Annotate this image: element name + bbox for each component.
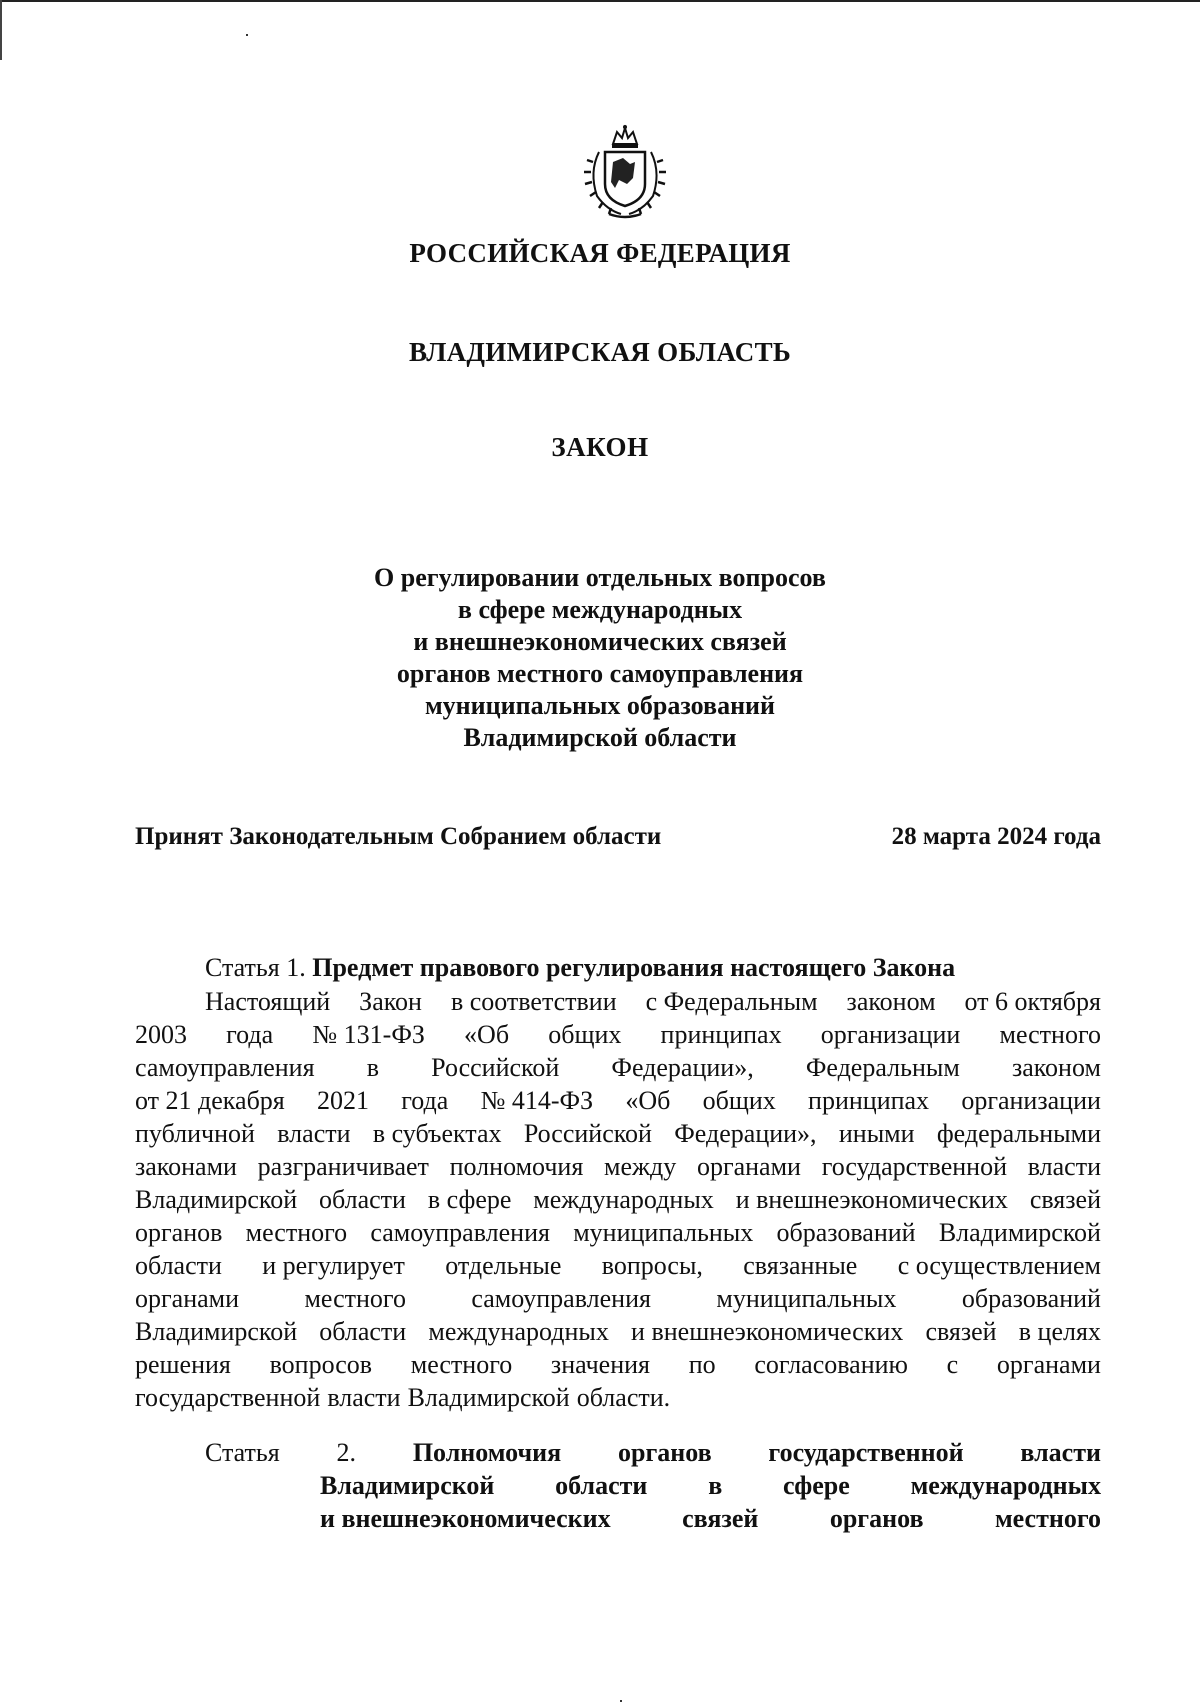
paragraph-word: Федерации», [674, 1119, 817, 1148]
paragraph-word: органами [996, 1350, 1101, 1379]
document-type-heading: ЗАКОН [551, 432, 649, 462]
paragraph-word: федеральными [936, 1119, 1101, 1148]
paragraph-word: Владимирской [938, 1218, 1101, 1247]
paragraph-word: и внешнеэкономических [735, 1185, 1008, 1214]
article-2-word: и внешнеэкономических [320, 1504, 611, 1533]
article-2-heading [205, 1436, 1101, 1535]
paragraph-word: международных [428, 1317, 609, 1346]
paragraph-word: связей [1029, 1185, 1101, 1214]
paragraph-word: «Об [625, 1086, 671, 1115]
article-2-heading-line [205, 1469, 1101, 1502]
paragraph-word: в целях [1018, 1317, 1101, 1346]
coat-of-arms-emblem [575, 122, 675, 222]
law-title-line: муниципальных образований [424, 691, 776, 720]
paragraph-word: государственной [821, 1152, 1007, 1181]
region-heading: ВЛАДИМИРСКАЯ ОБЛАСТЬ [408, 337, 792, 367]
paragraph-word: Федеральным [805, 1053, 960, 1082]
paragraph-line [135, 1150, 1101, 1183]
law-title-line: Владимирской области [463, 723, 737, 752]
paragraph-word: и внешнеэкономических [631, 1317, 904, 1346]
paragraph-word: с осуществлением [897, 1251, 1101, 1280]
paragraph-word: области. [576, 1383, 671, 1412]
law-title-line: в сфере международных [457, 595, 743, 624]
article-2-word: Полномочия [412, 1438, 562, 1467]
paragraph-word: самоуправления [471, 1284, 651, 1313]
paragraph-word: образований [961, 1284, 1101, 1313]
paragraph-word: № 131-ФЗ [312, 1020, 425, 1049]
scan-speck [246, 34, 248, 36]
paragraph-word: значения [550, 1350, 651, 1379]
paragraph-word: года [226, 1020, 274, 1049]
paragraph-word: законом [846, 987, 936, 1016]
article-2-word: власти [1020, 1438, 1101, 1467]
paragraph-word: связанные [743, 1251, 858, 1280]
paragraph-word: области [135, 1251, 222, 1280]
paragraph-word: Владимирской [407, 1383, 570, 1412]
paragraph-word: в сфере [427, 1185, 512, 1214]
adoption-date: 28 марта 2024 года [891, 823, 1101, 850]
paragraph-word: принципах [660, 1020, 782, 1049]
paragraph-word: законом [1011, 1053, 1101, 1082]
article-2-word: международных [910, 1471, 1101, 1500]
paragraph-word: международных [533, 1185, 714, 1214]
article-1-title: Предмет правового регулирования настоящего Закона [312, 953, 956, 982]
paragraph-word: 2003 [135, 1020, 187, 1049]
paragraph-word: самоуправления [370, 1218, 550, 1247]
paragraph-word: органами [135, 1284, 240, 1313]
paragraph-word: организации [961, 1086, 1101, 1115]
paragraph-word: власти [277, 1119, 351, 1148]
paragraph-word: в субъектах [372, 1119, 502, 1148]
paragraph-line [135, 1018, 1101, 1051]
paragraph-line [135, 1183, 1101, 1216]
article-1-label: Статья 1. [205, 953, 306, 982]
paragraph-word: «Об [464, 1020, 510, 1049]
paragraph-line [135, 1249, 1101, 1282]
scan-edge-left [0, 0, 2, 60]
paragraph-word: Российской [523, 1119, 652, 1148]
paragraph-word: 2021 [317, 1086, 370, 1115]
article-2-heading-line [205, 1502, 1101, 1535]
paragraph-word: организации [820, 1020, 961, 1049]
paragraph-word: местного [999, 1020, 1101, 1049]
paragraph-word: отдельные [445, 1251, 562, 1280]
paragraph-word: муниципальных [716, 1284, 897, 1313]
paragraph-word: Федерации», [611, 1053, 754, 1082]
paragraph-word: решения [135, 1350, 231, 1379]
article-2-word: органов [829, 1504, 924, 1533]
article-2-word: связей [682, 1504, 759, 1533]
paragraph-word: по [688, 1350, 716, 1379]
article-1-heading [205, 953, 955, 983]
paragraph-line [135, 1315, 1101, 1348]
scan-edge-top [0, 0, 1200, 2]
paragraph-word: в соответствии [450, 987, 617, 1016]
paragraph-word: разграничивает [257, 1152, 429, 1181]
article-2-word: органов [617, 1438, 712, 1467]
paragraph-word: принципах [808, 1086, 930, 1115]
paragraph-word: местного [245, 1218, 348, 1247]
paragraph-word: от 21 декабря [135, 1086, 285, 1115]
paragraph-word: № 414-ФЗ [480, 1086, 594, 1115]
article-2-word: сфере [783, 1471, 850, 1500]
paragraph-line [135, 1216, 1101, 1249]
paragraph-line [135, 1051, 1101, 1084]
paragraph-line [135, 1381, 1101, 1414]
paragraph-word: области [319, 1185, 406, 1214]
law-title [0, 562, 1200, 754]
paragraph-word: полномочия [449, 1152, 584, 1181]
paragraph-word: в [366, 1053, 379, 1082]
paragraph-word: власти [1027, 1152, 1101, 1181]
paragraph-word: вопросы, [601, 1251, 703, 1280]
paragraph-word: между [604, 1152, 677, 1181]
article-1-body [135, 985, 1101, 1414]
paragraph-line [135, 985, 1101, 1018]
paragraph-word: публичной [135, 1119, 255, 1148]
paragraph-line [135, 1282, 1101, 1315]
article-2-number: 2. [336, 1438, 357, 1467]
paragraph-word: общих [702, 1086, 776, 1115]
paragraph-word: иными [838, 1119, 915, 1148]
paragraph-word: Владимирской [135, 1185, 298, 1214]
paragraph-word: согласованию [754, 1350, 908, 1379]
paragraph-word: самоуправления [135, 1053, 315, 1082]
article-2-word: Владимирской [320, 1471, 495, 1500]
paragraph-word: общих [548, 1020, 622, 1049]
paragraph-word: местного [410, 1350, 513, 1379]
paragraph-word: года [401, 1086, 449, 1115]
article-2-label: Статья [205, 1438, 280, 1467]
paragraph-word: области [319, 1317, 407, 1346]
article-2-word: государственной [768, 1438, 964, 1467]
law-title-line: органов местного самоуправления [396, 659, 804, 688]
paragraph-word: связей [925, 1317, 997, 1346]
paragraph-word: от 6 октября [964, 987, 1101, 1016]
paragraph-word: Закон [359, 987, 422, 1016]
paragraph-word: законами [135, 1152, 237, 1181]
adopted-by: Принят Законодательным Собранием области [135, 823, 662, 850]
country-heading: РОССИЙСКАЯ ФЕДЕРАЦИЯ [409, 238, 791, 268]
law-title-line: и внешнеэкономических связей [413, 627, 787, 656]
article-2-heading-line [205, 1436, 1101, 1469]
article-2-word: области [555, 1471, 648, 1500]
paragraph-word: государственной [135, 1383, 321, 1412]
law-title-line: О регулировании отдельных вопросов [374, 563, 826, 592]
paragraph-line [135, 1084, 1101, 1117]
paragraph-word: муниципальных [573, 1218, 754, 1247]
paragraph-word: Владимирской [135, 1317, 298, 1346]
scan-speck [620, 1700, 622, 1702]
paragraph-word: Настоящий [205, 987, 331, 1016]
paragraph-word: органами [696, 1152, 801, 1181]
paragraph-word: с [946, 1350, 959, 1379]
paragraph-word: образований [776, 1218, 916, 1247]
article-2-word: в [708, 1471, 723, 1500]
paragraph-line [135, 1348, 1101, 1381]
paragraph-word: местного [304, 1284, 406, 1313]
article-2-word: местного [994, 1504, 1101, 1533]
paragraph-word: органов [135, 1218, 223, 1247]
paragraph-word: власти [327, 1383, 401, 1412]
paragraph-word: Российской [431, 1053, 560, 1082]
paragraph-line [135, 1117, 1101, 1150]
paragraph-word: с Федеральным [645, 987, 818, 1016]
paragraph-word: вопросов [269, 1350, 373, 1379]
paragraph-word: и регулирует [262, 1251, 405, 1280]
